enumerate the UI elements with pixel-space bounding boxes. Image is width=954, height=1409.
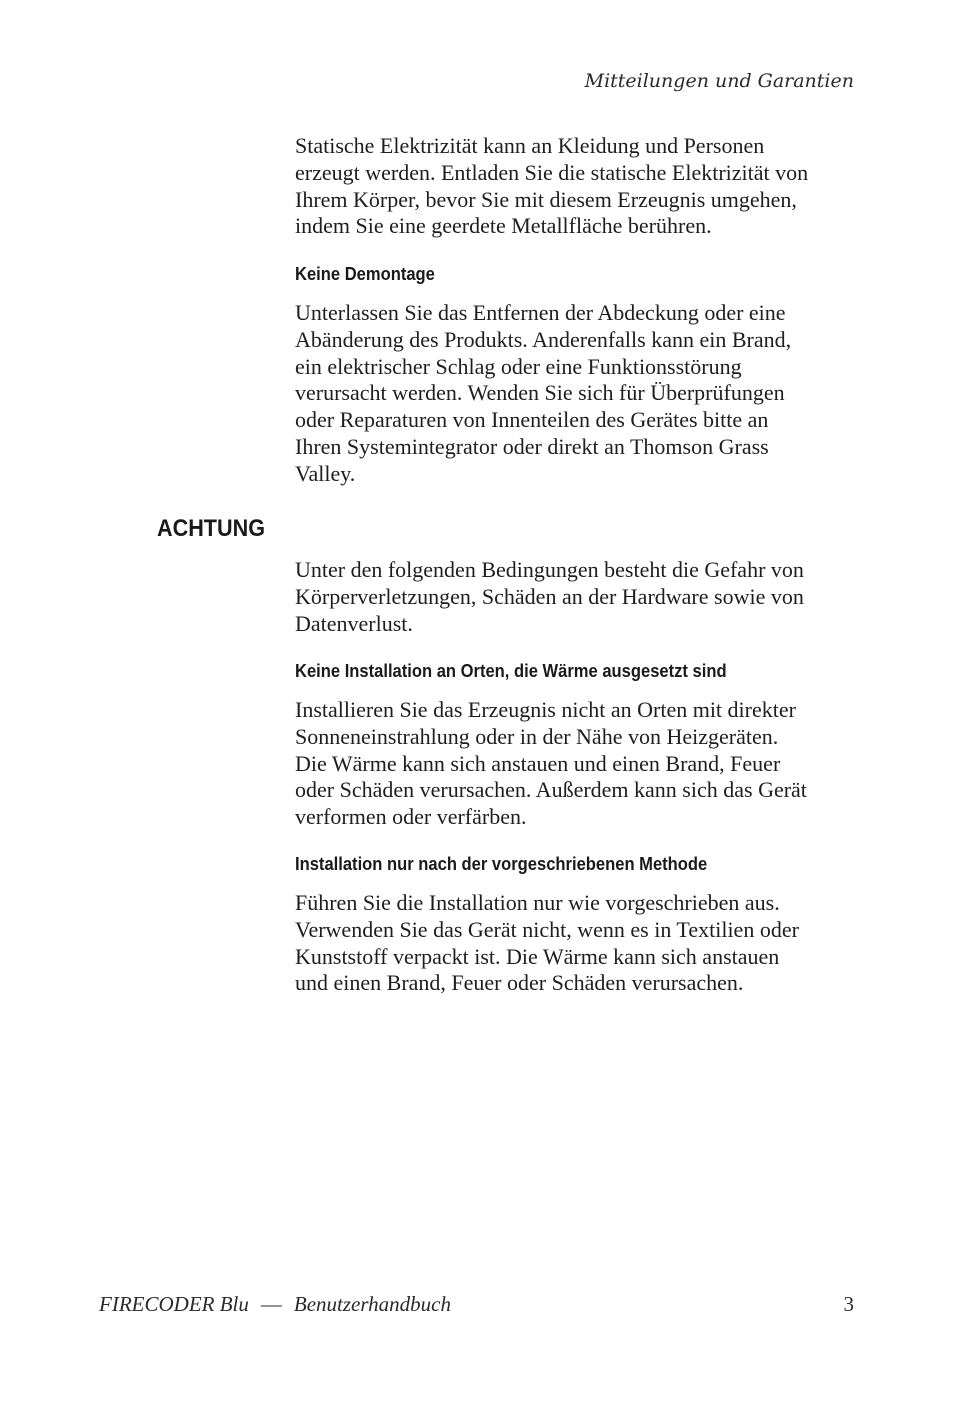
no-disassembly-paragraph	[295, 300, 870, 488]
paragraph-line: Kunststoff verpackt ist. Die Wärme kann sich anstauen	[295, 943, 780, 969]
paragraph-line: oder Reparaturen von Innenteilen des Gerätes bitte an	[295, 407, 769, 433]
paragraph-line: Körperverletzungen, Schäden an der Hardware sowie von	[295, 583, 804, 609]
paragraph-line: Unterlassen Sie das Entfernen der Abdeckung oder eine	[295, 300, 786, 325]
paragraph-line: indem Sie eine geerdete Metallfläche berühren.	[295, 213, 712, 239]
paragraph-line: Datenverlust.	[295, 610, 413, 636]
paragraph-line: Ihren Systemintegrator oder direkt an Thomson Grass	[295, 433, 769, 459]
no-heat-paragraph	[295, 697, 870, 831]
caution-heading: ACHTUNG	[157, 515, 265, 542]
paragraph-line: ein elektrischer Schlag oder eine Funktionsstörung	[295, 353, 742, 379]
no-disassembly-heading: Keine Demontage	[295, 264, 435, 284]
paragraph-line: verursacht werden. Wenden Sie sich für Überprüfungen	[295, 380, 785, 406]
page-footer	[99, 1292, 854, 1317]
paragraph-line: Die Wärme kann sich anstauen und einen Brand, Feuer	[295, 750, 781, 776]
paragraph-line: Abänderung des Produkts. Anderenfalls kann ein Brand,	[295, 326, 792, 352]
running-header: Mitteilungen und Garantien	[584, 70, 854, 92]
static-electricity-paragraph	[295, 133, 870, 240]
no-heat-heading: Keine Installation an Orten, die Wärme ausgesetzt sind	[295, 661, 727, 681]
paragraph-line: oder Schäden verursachen. Außerdem kann sich das Gerät	[295, 777, 807, 803]
footer-separator: —	[260, 1292, 282, 1316]
footer-manual-name: Benutzerhandbuch	[293, 1292, 451, 1316]
prescribed-method-heading: Installation nur nach der vorgeschriebenen Methode	[295, 854, 708, 874]
page-number: 3	[843, 1292, 854, 1316]
footer-title	[99, 1292, 451, 1317]
paragraph-line: Statische Elektrizität kann an Kleidung und Personen	[295, 133, 765, 158]
paragraph-line: Valley.	[295, 460, 356, 486]
caution-paragraph	[295, 557, 870, 637]
paragraph-line: Installieren Sie das Erzeugnis nicht an Orten mit direkter	[295, 697, 796, 722]
paragraph-line: Unter den folgenden Bedingungen besteht die Gefahr von	[295, 557, 804, 582]
paragraph-line: Sonneneinstrahlung oder in der Nähe von Heizgeräten.	[295, 723, 779, 749]
paragraph-line: erzeugt werden. Entladen Sie die statische Elektrizität von	[295, 159, 809, 185]
paragraph-line: Führen Sie die Installation nur wie vorgeschrieben aus.	[295, 890, 780, 915]
paragraph-line: verformen oder verfärben.	[295, 804, 527, 830]
paragraph-line: und einen Brand, Feuer oder Schäden verursachen.	[295, 970, 744, 996]
footer-product-name: FIRECODER Blu	[99, 1292, 249, 1316]
paragraph-line: Verwenden Sie das Gerät nicht, wenn es in Textilien oder	[295, 916, 799, 942]
prescribed-method-paragraph	[295, 890, 870, 997]
paragraph-line: Ihrem Körper, bevor Sie mit diesem Erzeugnis umgehen,	[295, 186, 797, 212]
